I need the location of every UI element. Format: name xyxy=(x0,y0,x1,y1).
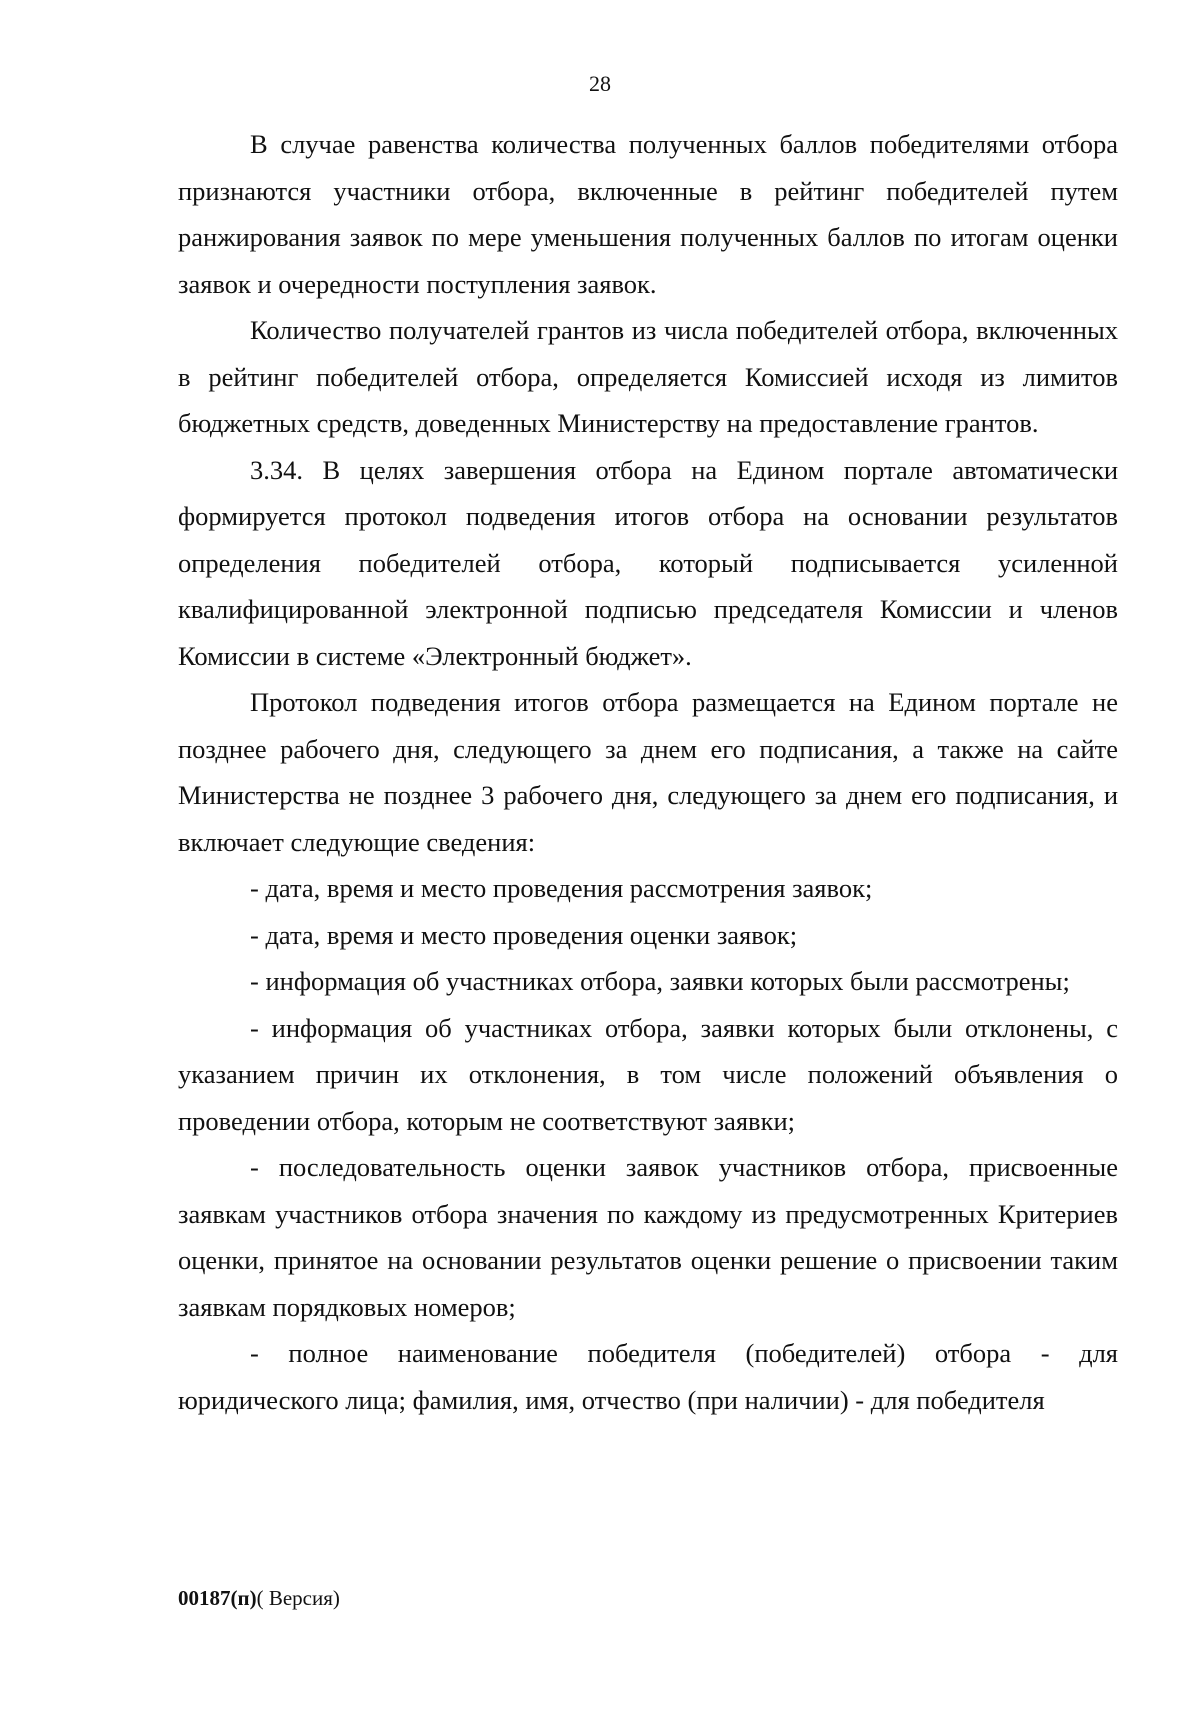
document-code: 00187(п) xyxy=(178,1586,257,1610)
list-item-winner-name: - полное наименование победителя (победителей) отбора - для юридического лица; фамилия, имя, отчество (при наличии) - для победителя xyxy=(178,1338,1118,1415)
paragraph-grant-recipients-count: Количество получателей грантов из числа победителей отбора, включенных в рейтинг победителей отбора, определяется Комиссией исходя из лимитов бюджетных средств, доведенных Министерству на предоставление грантов. xyxy=(178,315,1118,438)
paragraph-equal-scores: В случае равенства количества полученных баллов победителями отбора признаются участники отбора, включенные в рейтинг победителей путем ранжирования заявок по мере уменьшения полученных баллов по итогам оценки заявок и очередности поступления заявок. xyxy=(178,129,1118,299)
list-item-evaluation-date: - дата, время и место проведения оценки заявок; xyxy=(250,919,798,950)
page-number: 28 xyxy=(589,71,611,96)
list-item-review-date: - дата, время и место проведения рассмотрения заявок; xyxy=(250,873,873,903)
document-body xyxy=(178,121,1118,1423)
paragraph-section-3-34: 3.34. В целях завершения отбора на Едином портале автоматически формируется протокол подведения итогов отбора на основании результатов определения победителей отбора, который подписывается усиленной квалифицированной электронной подписью председателя Комиссии и членов Комиссии в системе «Электронный бюджет». xyxy=(178,454,1118,671)
paragraph-protocol-publication: Протокол подведения итогов отбора размещается на Едином портале не позднее рабочего дня, следующего за днем его подписания, а также на сайте Министерства не позднее 3 рабочего дня, следующего за днем его подписания, и включает следующие сведения: xyxy=(178,687,1118,857)
list-item-evaluation-sequence: - последовательность оценки заявок участников отбора, присвоенные заявкам участников отбора значения по каждому из предусмотренных Критериев оценки, принятое на основании результатов оценки решение о присвоении таким заявкам порядковых номеров; xyxy=(178,1152,1118,1322)
list-item-reviewed-participants: - информация об участниках отбора, заявки которых были рассмотрены; xyxy=(250,966,1070,996)
list-item-rejected-participants: - информация об участниках отбора, заявки которых были отклонены, с указанием причин их отклонения, в том числе положений объявления о проведении отбора, которым не соответствуют заявки; xyxy=(178,1012,1118,1136)
document-version: ( Версия) xyxy=(256,1586,340,1610)
document-footer xyxy=(178,1584,340,1612)
